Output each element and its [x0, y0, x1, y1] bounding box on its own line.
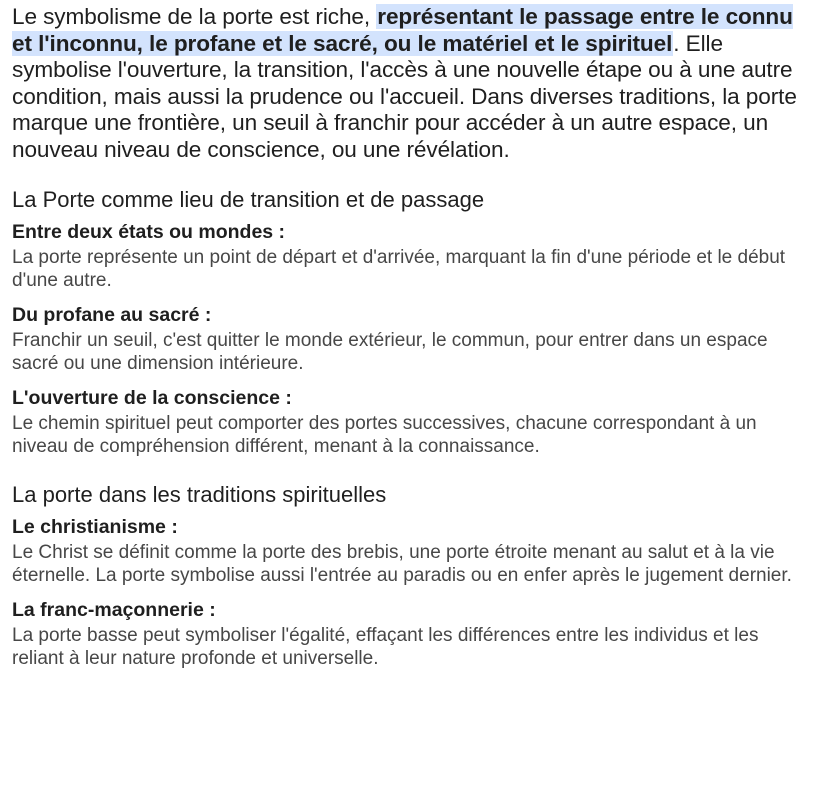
intro-highlighted-text[interactable]: représentant le passage entre le connu et l'inconnu, le profane et le sacré, ou le matériel et le spirituel	[12, 4, 793, 56]
section-transition	[12, 186, 806, 459]
section-traditions	[12, 481, 806, 671]
intro-text-before: Le symbolisme de la porte est riche,	[12, 4, 377, 29]
item-text: La porte basse peut symboliser l'égalité, effaçant les différences entre les individus et les reliant à leur nature profonde et universelle.	[12, 624, 759, 670]
section-heading: La Porte comme lieu de transition et de passage	[12, 186, 485, 212]
intro-paragraph	[12, 4, 806, 164]
item-title: La franc-maçonnerie :	[12, 598, 216, 621]
item-title: Entre deux états ou mondes :	[12, 220, 286, 243]
section-heading: La porte dans les traditions spirituelles	[12, 481, 387, 507]
item-text: La porte représente un point de départ et d'arrivée, marquant la fin d'une période et le début d'une autre.	[12, 246, 786, 292]
intro-text-after: . Elle symbolise l'ouverture, la transition, l'accès à une nouvelle étape ou à une autre condition, mais aussi la prudence ou l'accueil. Dans diverses traditions, la porte marque une frontière, un seuil à franchir pour accéder à un autre espace, un nouveau niveau de conscience, ou une révélation.	[12, 30, 797, 162]
item-text: Le chemin spirituel peut comporter des portes successives, chacune correspondant à un niveau de compréhension différent, menant à la connaissance.	[12, 412, 757, 458]
item-title: Le christianisme :	[12, 515, 178, 538]
item-text: Franchir un seuil, c'est quitter le monde extérieur, le commun, pour entrer dans un espace sacré ou une dimension intérieure.	[12, 329, 768, 375]
item-title: Du profane au sacré :	[12, 303, 212, 326]
item-title: L'ouverture de la conscience :	[12, 386, 292, 409]
item-text: Le Christ se définit comme la porte des brebis, une porte étroite menant au salut et à la vie éternelle. La porte symbolise aussi l'entrée au paradis ou en enfer après le jugement dernier.	[12, 541, 792, 587]
